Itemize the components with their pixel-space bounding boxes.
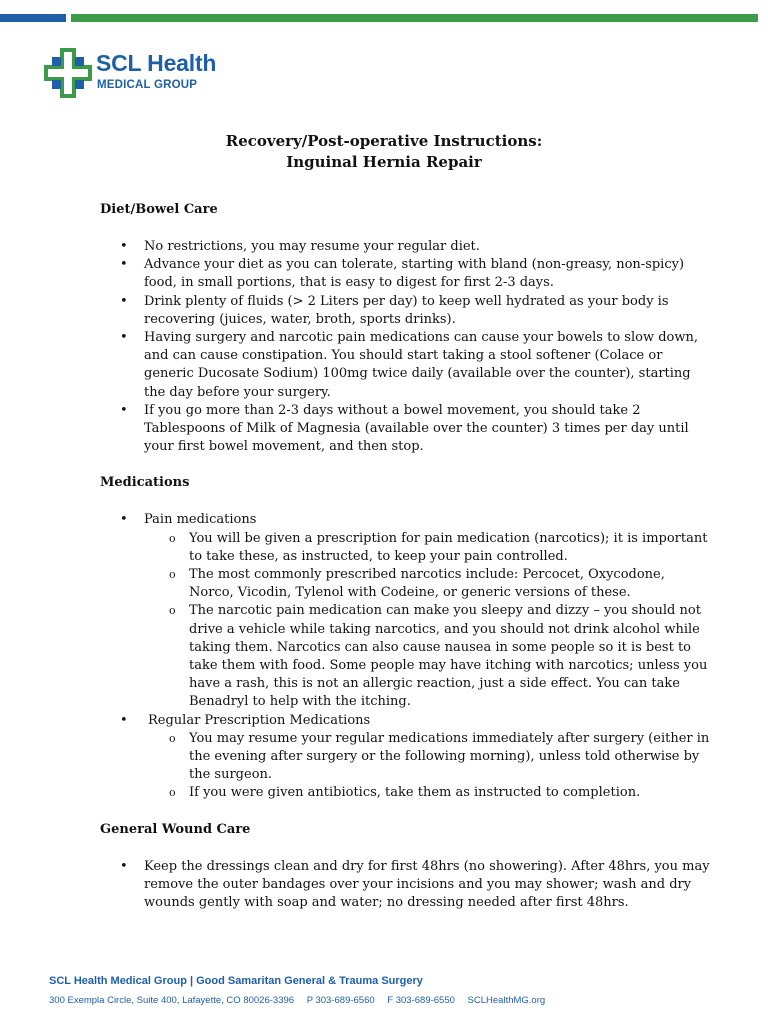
page-title: [0, 131, 768, 173]
regular-medications-sublist: [144, 730, 710, 803]
title-line-2: Inguinal Hernia Repair: [286, 153, 482, 171]
list-item: • If you go more than 2-3 days without a bowel movement, you should take 2 Tablespoons of Milk of Magnesia (available over the counter) 3 times per day until your first bowel movement, and then stop.: [100, 402, 710, 457]
title-line-1: Recovery/Post-operative Instructions:: [225, 132, 543, 150]
sub-list-item: o You will be given a prescription for pain medication (narcotics); it is important to take these, as instructed, to keep your pain controlled.: [144, 530, 710, 566]
footer-fax: F 303-689-6550: [387, 995, 455, 1006]
footer-organization: SCL Health Medical Group | Good Samaritan General & Trauma Surgery: [49, 975, 423, 987]
logo-name: SCL Health: [96, 50, 217, 76]
header-bar-blue: [0, 14, 66, 22]
cross-logo-icon: [44, 48, 92, 98]
sub-list-item: o The most commonly prescribed narcotics include: Percocet, Oxycodone, Norco, Vicodin, Tylenol with Codeine, or generic versions of these.: [144, 566, 710, 602]
footer-address: 300 Exempla Circle, Suite 400, Lafayette, CO 80026-3396: [49, 995, 295, 1006]
list-item: • No restrictions, you may resume your regular diet.: [100, 238, 710, 256]
logo: [44, 48, 244, 100]
header-bar-green: [71, 14, 758, 22]
list-item: • Advance your diet as you can tolerate, starting with bland (non-greasy, non-spicy) food, in small portions, that is easy to digest for first 2-3 days.: [100, 256, 710, 292]
sub-list-item: o The narcotic pain medication can make you sleepy and dizzy – you should not drive a vehicle while taking narcotics, and you should not drink alcohol while taking them. Narcotics can also cause nausea in some people so it is best to take them with food. Some people may have itching with narcotics; unless you have a rash, this is not an allergic reaction, just a side effect. You can take Benadryl to help with the itching.: [144, 602, 710, 711]
diet-heading: Diet/Bowel Care: [100, 202, 218, 217]
sub-list-item: o You may resume your regular medications immediately after surgery (either in the evening after surgery or the following morning), unless told otherwise by the surgeon.: [144, 730, 710, 785]
footer-phone: P 303-689-6560: [306, 995, 375, 1006]
diet-list: [100, 238, 710, 456]
list-item: • Having surgery and narcotic pain medications can cause your bowels to slow down, and can cause constipation. You should start taking a stool softener (Colace or generic Ducosate Sodium) 100mg twice daily (available over the counter), starting the day before your surgery.: [100, 329, 710, 402]
list-item: • Keep the dressings clean and dry for first 48hrs (no showering). After 48hrs, you may remove the outer bandages over your incisions and you may shower; wash and dry wounds gently with soap and water; no dressing needed after first 48hrs.: [100, 858, 710, 913]
pain-medications-item: [100, 511, 710, 711]
footer-website[interactable]: SCLHealthMG.org: [467, 995, 546, 1006]
medications-heading: Medications: [100, 475, 190, 491]
wound-care-list: [100, 858, 710, 913]
wound-care-heading: General Wound Care: [100, 821, 251, 837]
medications-list: [100, 511, 710, 802]
footer-contact: [49, 995, 555, 1006]
list-item-label: • Regular Prescription Medications: [148, 712, 371, 728]
pain-medications-sublist: [144, 530, 710, 712]
document-body: [100, 201, 710, 930]
list-item: • Drink plenty of fluids (> 2 Liters per day) to keep well hydrated as your body is recovering (juices, water, broth, sports drinks).: [100, 293, 710, 329]
sub-list-item: o If you were given antibiotics, take them as instructed to completion.: [144, 784, 710, 802]
list-item-label: • Pain medications: [144, 512, 257, 528]
regular-medications-item: [100, 712, 710, 803]
logo-subtitle: MEDICAL GROUP: [97, 79, 198, 91]
